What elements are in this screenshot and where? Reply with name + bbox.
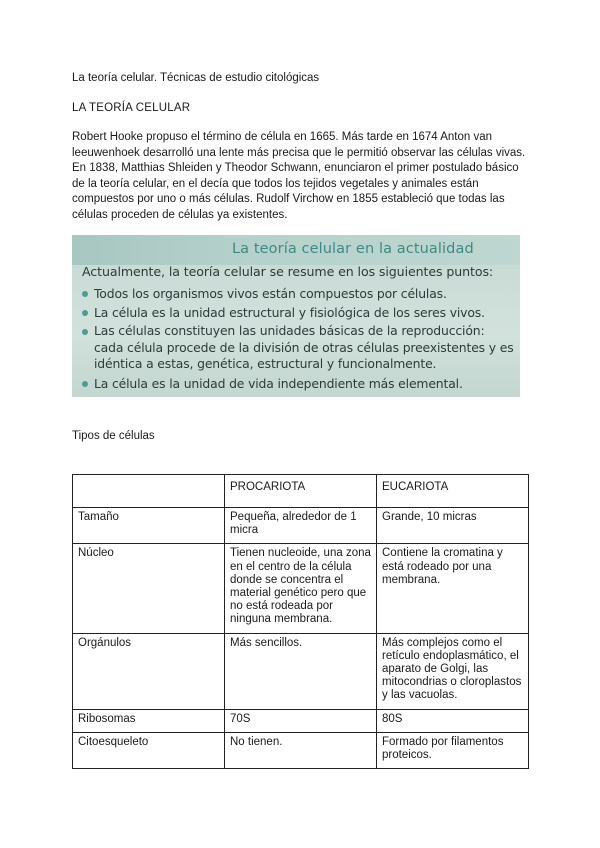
table-cell: Más sencillos.	[225, 633, 377, 709]
list-item	[80, 375, 516, 392]
list-item	[80, 304, 516, 321]
textbook-photo	[72, 235, 520, 397]
photo-title: La teoría celular en la actualidad	[232, 241, 474, 257]
table-cell: Más complejos como el retículo endoplasmático, el aparato de Golgi, las mitocondrias o cloroplastos y las vacuolas.	[377, 633, 529, 709]
table-row	[73, 544, 529, 633]
table-row	[73, 633, 529, 709]
table-cell: Orgánulos	[73, 633, 225, 709]
table-cell: Tamaño	[73, 508, 225, 544]
table-row	[73, 508, 529, 544]
table-header-cell: EUCARIOTA	[377, 475, 529, 508]
point-text: Las células constituyen las unidades básicas de la reproducción: cada célula procede de la división de otras células preexistentes y es idéntica a estas, genética, estructural y funcionalmente.	[94, 323, 514, 371]
table-row	[73, 709, 529, 732]
photo-lead: Actualmente, la teoría celular se resume en los siguientes puntos:	[82, 264, 494, 279]
point-text: La célula es la unidad estructural y fisiológica de los seres vivos.	[94, 305, 485, 320]
table-row	[73, 732, 529, 768]
types-label: Tipos de células	[72, 430, 155, 442]
table-cell: 80S	[377, 709, 529, 732]
bullet-icon	[82, 291, 88, 297]
table-header-cell	[73, 475, 225, 508]
list-item	[80, 323, 516, 373]
table-cell: Ribosomas	[73, 709, 225, 732]
table-cell: No tienen.	[225, 732, 377, 768]
bullet-icon	[82, 381, 88, 387]
point-text: Todos los organismos vivos están compuestos por células.	[94, 286, 447, 301]
table-cell: Pequeña, alrededor de 1 micra	[225, 508, 377, 544]
bullet-icon	[82, 310, 88, 316]
list-item	[80, 285, 516, 302]
section-heading: LA TEORÍA CELULAR	[72, 102, 191, 114]
table-cell: Tienen nucleoide, una zona en el centro de la célula donde se concentra el material genético pero que no está rodeada por ninguna membrana.	[225, 544, 377, 633]
intro-paragraph: Robert Hooke propuso el término de célula en 1665. Más tarde en 1674 Anton van leeuwenhoek desarrolló una lente más precisa que le permitió observar las células vivas. En 1838, Matthias Shleiden y Theodor Schwann, enunciaron el primer postulado básico de la teoría celular, en el decía que todos los tejidos vegetales y animales están compuestos por uno o más células. Rudolf Virchow en 1855 estableció que todas las células proceden de células ya existentes.	[72, 131, 526, 221]
table-cell: Grande, 10 micras	[377, 508, 529, 544]
cell-types-table	[72, 474, 529, 769]
table-header-row	[73, 475, 529, 508]
point-text: La célula es la unidad de vida independiente más elemental.	[94, 375, 463, 391]
bullet-icon	[82, 329, 88, 335]
table-cell: Formado por filamentos proteicos.	[377, 732, 529, 768]
table-header-cell: PROCARIOTA	[225, 475, 377, 508]
photo-points-list	[80, 285, 516, 394]
table-cell: Núcleo	[73, 544, 225, 633]
table-cell: 70S	[225, 709, 377, 732]
document-title: La teoría celular. Técnicas de estudio citológicas	[72, 72, 320, 84]
table-cell: Citoesqueleto	[73, 732, 225, 768]
table-cell: Contiene la cromatina y está rodeado por una membrana.	[377, 544, 529, 633]
